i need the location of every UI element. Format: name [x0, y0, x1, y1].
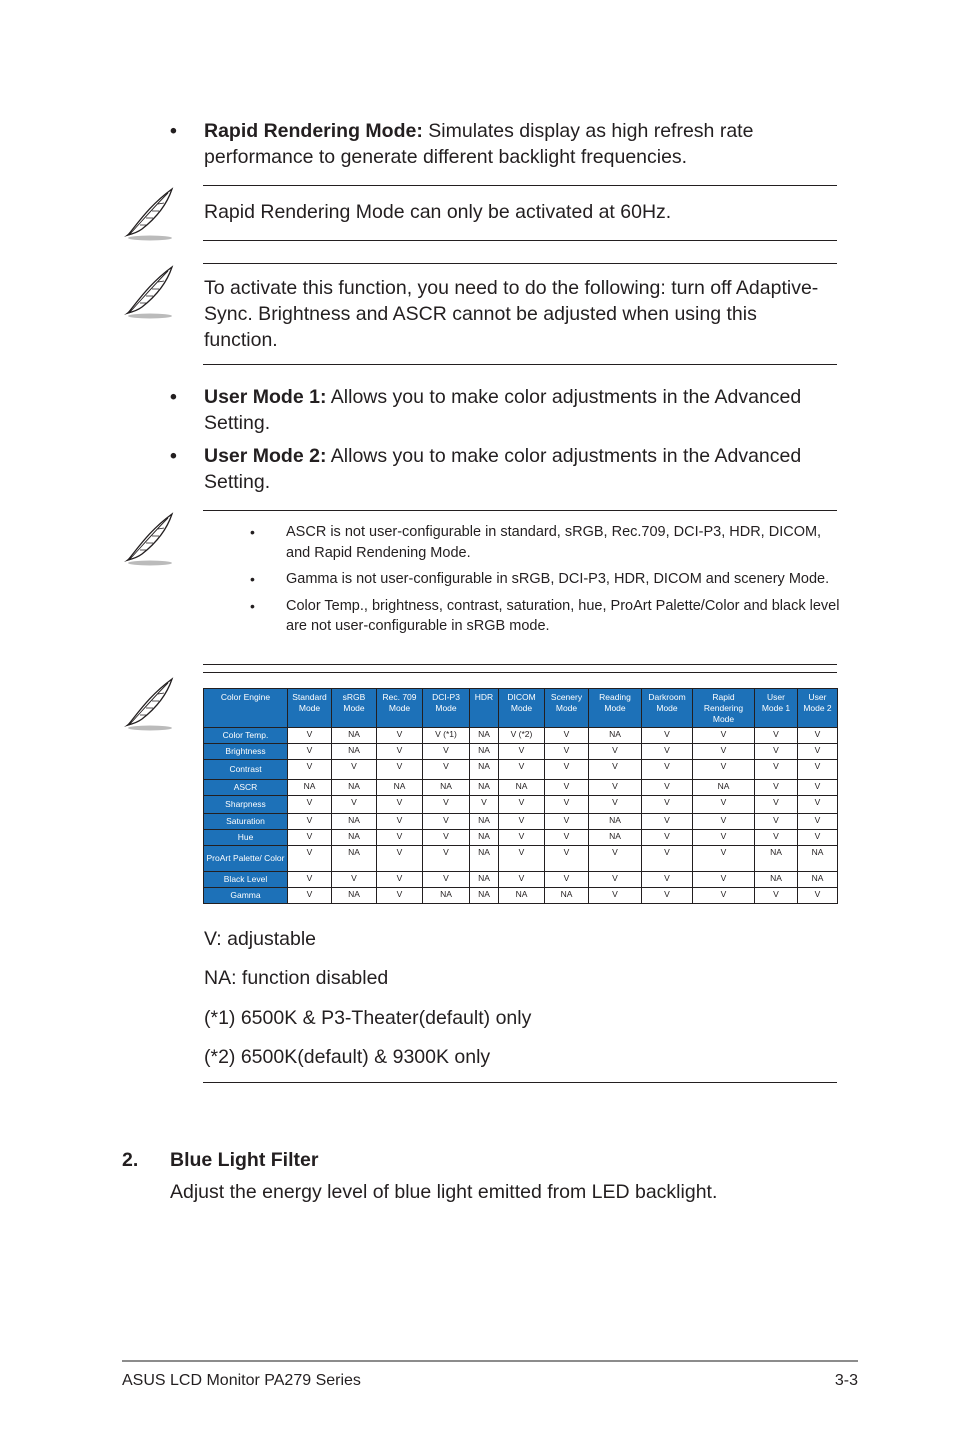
table-cell: V — [589, 744, 642, 760]
table-column-header: Reading Mode — [589, 689, 642, 728]
table-cell: V — [545, 846, 589, 872]
note-bottom-rule — [203, 240, 837, 241]
table-cell: NA — [470, 846, 499, 872]
table-cell: V — [423, 814, 470, 830]
table-cell: V — [755, 780, 798, 796]
table-cell: NA — [693, 780, 755, 796]
table-cell: V — [642, 846, 693, 872]
table-cell: V — [642, 888, 693, 904]
table-cell: NA — [470, 888, 499, 904]
table-row-header: Color Temp. — [204, 728, 288, 744]
table-cell: NA — [798, 846, 838, 872]
table-cell: V — [423, 760, 470, 780]
table-cell: V — [288, 744, 332, 760]
table-cell: V — [693, 846, 755, 872]
table-cell: V — [288, 728, 332, 744]
table-cell: V — [332, 760, 377, 780]
table-cell: V — [693, 744, 755, 760]
table-cell: V — [545, 728, 589, 744]
table-cell: NA — [470, 830, 499, 846]
table-row — [204, 846, 838, 872]
table-cell: V — [798, 728, 838, 744]
table-cell: V — [377, 846, 423, 872]
table-cell: V — [332, 872, 377, 888]
page-number: 3-3 — [834, 1372, 858, 1389]
table-cell: V — [377, 796, 423, 814]
table-cell: V — [499, 760, 545, 780]
table-cell: V — [642, 814, 693, 830]
table-cell: NA — [423, 888, 470, 904]
table-cell: V — [642, 780, 693, 796]
table-row-header: Contrast — [204, 760, 288, 780]
note-bottom-rule — [203, 664, 837, 665]
table-cell: V — [693, 888, 755, 904]
table-cell: V — [589, 846, 642, 872]
table-cell: NA — [470, 814, 499, 830]
table-cell: V — [693, 796, 755, 814]
table-cell: V — [642, 796, 693, 814]
table-cell: V — [377, 744, 423, 760]
footer-title: ASUS LCD Monitor PA279 Series — [122, 1372, 361, 1389]
table-cell: V — [545, 796, 589, 814]
table-cell: NA — [332, 846, 377, 872]
color-engine-table — [203, 688, 838, 904]
table-cell: V — [589, 780, 642, 796]
table-row-header: Black Level — [204, 872, 288, 888]
table-row-header: Brightness — [204, 744, 288, 760]
table-cell: V — [693, 830, 755, 846]
table-cell: NA — [470, 728, 499, 744]
table-cell: V — [288, 830, 332, 846]
bullet-dot: • — [170, 120, 177, 142]
table-cell: NA — [589, 814, 642, 830]
table-cell: NA — [798, 872, 838, 888]
table-cell: NA — [332, 830, 377, 846]
table-cell: V — [423, 744, 470, 760]
table-cell: NA — [589, 728, 642, 744]
table-cell: V — [798, 830, 838, 846]
table-cell: V — [499, 796, 545, 814]
table-row-header: Sharpness — [204, 796, 288, 814]
table-column-header: DCI-P3 Mode — [423, 689, 470, 728]
bullet-dot: • — [170, 386, 177, 408]
table-cell: V — [798, 888, 838, 904]
legend-note-2: (*2) 6500K(default) & 9300K only — [204, 1046, 491, 1068]
table-column-header: User Mode 1 — [755, 689, 798, 728]
table-cell: NA — [545, 888, 589, 904]
table-row — [204, 728, 838, 744]
table-cell: V — [288, 814, 332, 830]
table-cell: NA — [423, 780, 470, 796]
table-cell: NA — [470, 744, 499, 760]
table-cell: V — [755, 888, 798, 904]
table-cell: NA — [470, 780, 499, 796]
table-row — [204, 796, 838, 814]
legend-note-1: (*1) 6500K & P3-Theater(default) only — [204, 1007, 532, 1029]
table-cell: V — [499, 830, 545, 846]
note-top-rule — [203, 510, 837, 511]
table-cell: V — [755, 814, 798, 830]
bullet-user-mode-2 — [170, 443, 810, 495]
table-cell: V — [693, 814, 755, 830]
table-row-header: ASCR — [204, 780, 288, 796]
table-cell: V — [589, 872, 642, 888]
table-cell: V — [755, 796, 798, 814]
table-corner-header: Color Engine — [204, 689, 288, 728]
table-cell: NA — [332, 888, 377, 904]
table-cell: V — [642, 872, 693, 888]
table-cell: V — [693, 872, 755, 888]
footer-rule — [122, 1360, 858, 1362]
table-cell: V — [377, 728, 423, 744]
bullet-text: Rapid Rendering Mode: Simulates display as high refresh rate performance to generate different backlight frequencies. — [204, 120, 754, 168]
table-cell: V — [499, 744, 545, 760]
note-bottom-rule — [203, 364, 837, 365]
note-top-rule — [203, 185, 837, 186]
table-header-row — [204, 689, 838, 728]
table-cell: V — [499, 814, 545, 830]
table-cell: V — [589, 796, 642, 814]
bullet-label: User Mode 2: — [204, 445, 327, 467]
list-item: • Color Temp., brightness, contrast, saturation, hue, ProArt Palette/Color and black level are not user-configurable in sRGB mode. — [250, 597, 840, 634]
table-column-header: HDR — [470, 689, 499, 728]
table-cell: V — [499, 872, 545, 888]
section-description: Adjust the energy level of blue light emitted from LED backlight. — [170, 1181, 718, 1203]
table-cell: V — [377, 888, 423, 904]
table-row — [204, 888, 838, 904]
bullet-label: Rapid Rendering Mode: — [204, 120, 423, 142]
bullet-user-mode-1 — [170, 384, 810, 436]
table-cell: V — [798, 760, 838, 780]
legend-bottom-rule — [203, 1082, 837, 1083]
note-feather-icon — [120, 263, 176, 321]
note-60hz: Rapid Rendering Mode can only be activated at 60Hz. — [204, 201, 672, 223]
note-feather-icon — [120, 185, 176, 243]
table-cell: V — [423, 796, 470, 814]
table-cell: V — [798, 796, 838, 814]
table-row — [204, 780, 838, 796]
table-column-header: Darkroom Mode — [642, 689, 693, 728]
section-title: Blue Light Filter — [170, 1149, 319, 1171]
table-cell: V — [755, 744, 798, 760]
table-cell: NA — [755, 872, 798, 888]
table-row — [204, 830, 838, 846]
table-row — [204, 814, 838, 830]
table-cell: V — [693, 728, 755, 744]
table-column-header: sRGB Mode — [332, 689, 377, 728]
table-cell: V — [288, 888, 332, 904]
table-cell: NA — [332, 744, 377, 760]
table-cell: V — [798, 744, 838, 760]
table-row — [204, 760, 838, 780]
table-cell: NA — [499, 780, 545, 796]
table-column-header: Rapid Rendering Mode — [693, 689, 755, 728]
table-cell: V — [377, 830, 423, 846]
table-cell: V — [545, 780, 589, 796]
table-cell: NA — [288, 780, 332, 796]
table-cell: V — [755, 760, 798, 780]
table-column-header: Rec. 709 Mode — [377, 689, 423, 728]
table-cell: NA — [470, 760, 499, 780]
table-cell: V — [693, 760, 755, 780]
table-cell: V — [755, 728, 798, 744]
table-cell: V — [589, 760, 642, 780]
table-column-header: User Mode 2 — [798, 689, 838, 728]
note-adaptive-sync: To activate this function, you need to do the following: turn off Adaptive-Sync. Brightness and ASCR cannot be adjusted when using this function. — [204, 277, 819, 351]
bullet-label: User Mode 1: — [204, 386, 327, 408]
bullet-text: User Mode 1: Allows you to make color adjustments in the Advanced Setting. — [204, 386, 802, 434]
list-item: • Gamma is not user-configurable in sRGB, DCI-P3, HDR, DICOM and scenery Mode. — [250, 571, 830, 587]
table-cell: V — [642, 744, 693, 760]
table-cell: NA — [332, 780, 377, 796]
table-cell: NA — [470, 872, 499, 888]
table-cell: V — [642, 760, 693, 780]
bullet-text: User Mode 2: Allows you to make color adjustments in the Advanced Setting. — [204, 445, 802, 493]
note-feather-icon — [120, 675, 176, 733]
table-column-header: DICOM Mode — [499, 689, 545, 728]
table-row — [204, 872, 838, 888]
table-cell: V — [377, 814, 423, 830]
table-cell: V — [377, 760, 423, 780]
bullet-rapid-rendering — [170, 118, 810, 170]
note-top-rule — [203, 263, 837, 264]
table-column-header: Scenery Mode — [545, 689, 589, 728]
list-item: • ASCR is not user-configurable in standard, sRGB, Rec.709, DCI-P3, HDR, DICOM, and Rapid Rendening Mode. — [250, 524, 822, 561]
table-cell: V — [545, 872, 589, 888]
table-cell: NA — [332, 728, 377, 744]
table-row-header: ProArt Palette/ Color — [204, 846, 288, 872]
table-cell: V — [755, 830, 798, 846]
table-cell: V — [470, 796, 499, 814]
table-cell: V — [798, 780, 838, 796]
table-cell: V — [288, 760, 332, 780]
legend-adjustable: V: adjustable — [204, 928, 317, 950]
table-cell: NA — [499, 888, 545, 904]
table-cell: V — [423, 846, 470, 872]
table-row-header: Saturation — [204, 814, 288, 830]
table-cell: V — [288, 846, 332, 872]
table-cell: V — [545, 744, 589, 760]
legend-disabled: NA: function disabled — [204, 967, 389, 989]
table-cell: V — [642, 830, 693, 846]
table-cell: NA — [755, 846, 798, 872]
note-feather-icon — [120, 510, 176, 568]
table-row-header: Gamma — [204, 888, 288, 904]
table-cell: NA — [589, 830, 642, 846]
table-cell: V — [545, 760, 589, 780]
table-cell: V — [545, 830, 589, 846]
table-cell: V — [332, 796, 377, 814]
table-cell: V (*2) — [499, 728, 545, 744]
table-cell: NA — [332, 814, 377, 830]
table-row-header: Hue — [204, 830, 288, 846]
section-number: 2. — [122, 1149, 139, 1171]
table-cell: V — [798, 814, 838, 830]
table-row — [204, 744, 838, 760]
table-cell: V — [589, 888, 642, 904]
bullet-dot: • — [170, 445, 177, 467]
note-top-rule — [203, 672, 837, 673]
table-cell: V — [545, 814, 589, 830]
table-cell: V — [423, 830, 470, 846]
table-cell: V — [423, 872, 470, 888]
note-config-list — [250, 522, 840, 643]
table-cell: V — [288, 872, 332, 888]
table-cell: V (*1) — [423, 728, 470, 744]
table-cell: V — [377, 872, 423, 888]
table-cell: V — [642, 728, 693, 744]
table-cell: V — [288, 796, 332, 814]
table-column-header: Standard Mode — [288, 689, 332, 728]
table-cell: NA — [377, 780, 423, 796]
table-cell: V — [499, 846, 545, 872]
